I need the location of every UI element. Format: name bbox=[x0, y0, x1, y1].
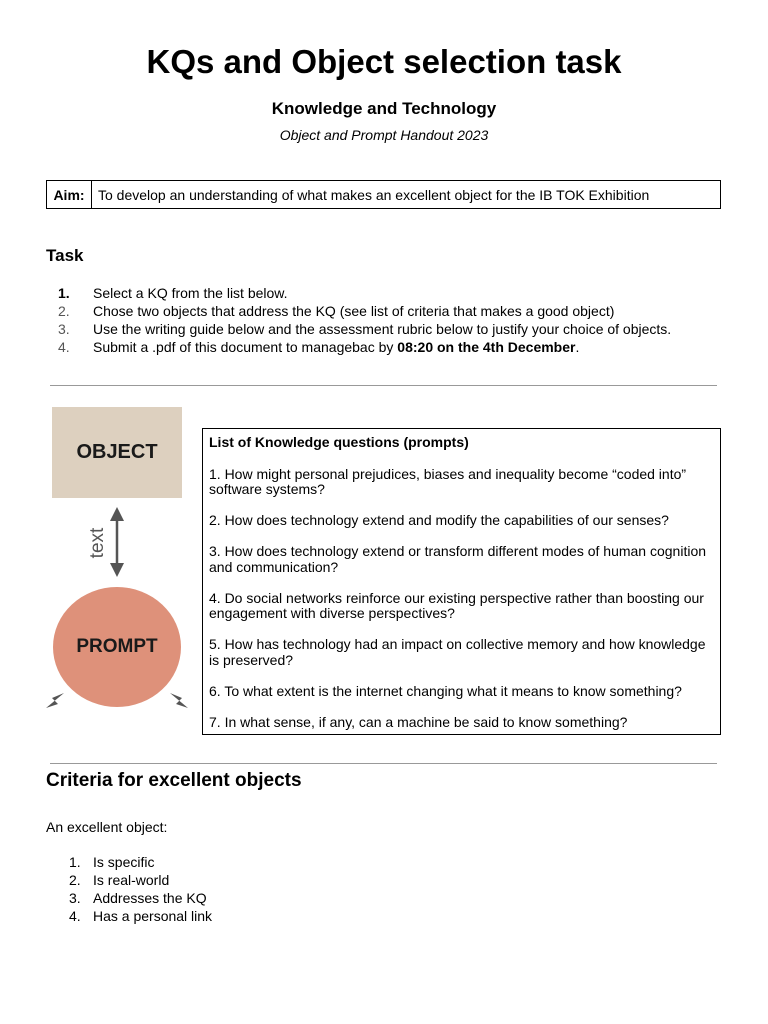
page-subtitle: Knowledge and Technology bbox=[271, 99, 497, 118]
aim-table bbox=[46, 180, 721, 209]
kq-item: 7. In what sense, if any, can a machine be said to know something? bbox=[209, 713, 628, 730]
handout-caption: Object and Prompt Handout 2023 bbox=[279, 127, 489, 143]
task-item-text: Select a KQ from the list below. bbox=[93, 285, 288, 301]
task-item-text bbox=[93, 338, 579, 356]
prompt-circle: PROMPT bbox=[53, 587, 181, 707]
page-title: KQs and Object selection task bbox=[146, 43, 622, 80]
kq-list-heading: List of Knowledge questions (prompts) bbox=[209, 434, 469, 450]
task-item-number: 4. bbox=[58, 339, 70, 355]
arrow-right-icon bbox=[168, 690, 190, 710]
task-item-text: Use the writing guide below and the assessment rubric below to justify your choice of objects. bbox=[93, 321, 672, 337]
criteria-item-text: Is specific bbox=[93, 854, 155, 870]
task-item-number: 1. bbox=[58, 285, 70, 301]
task-item-text-after: . bbox=[575, 339, 580, 355]
kq-list-box bbox=[202, 428, 721, 735]
criteria-item-text: Addresses the KQ bbox=[93, 890, 207, 906]
kq-item: 6. To what extent is the internet changing what it means to know something? bbox=[209, 682, 682, 699]
task-heading: Task bbox=[46, 246, 84, 265]
divider bbox=[50, 385, 717, 386]
task-item-number: 3. bbox=[58, 321, 70, 337]
task-item-text: Chose two objects that address the KQ (see list of criteria that makes a good object) bbox=[93, 303, 615, 319]
kq-item: 2. How does technology extend and modify the capabilities of our senses? bbox=[209, 512, 669, 528]
criteria-intro: An excellent object: bbox=[46, 819, 168, 835]
criteria-heading: Criteria for excellent objects bbox=[46, 770, 302, 791]
deadline-text: 08:20 on the 4th December bbox=[397, 339, 576, 355]
criteria-item-number: 3. bbox=[69, 890, 81, 906]
kq-item: 3. How does technology extend or transform different modes of human cognition and communication? bbox=[209, 543, 707, 575]
criteria-item-number: 1. bbox=[69, 854, 81, 870]
aim-label: Aim: bbox=[47, 181, 92, 208]
task-item-text-before: Submit a .pdf of this document to managebac by bbox=[93, 339, 398, 355]
kq-item: 4. Do social networks reinforce our existing perspective rather than boosting our engagement with diverse perspectives? bbox=[209, 589, 704, 621]
double-arrow-icon bbox=[105, 506, 129, 578]
arrow-left-icon bbox=[44, 690, 66, 710]
divider bbox=[50, 763, 717, 764]
text-label: text bbox=[87, 527, 108, 559]
criteria-item-text: Is real-world bbox=[93, 872, 170, 888]
aim-text: To develop an understanding of what makes an excellent object for the IB TOK Exhibition bbox=[98, 186, 650, 203]
object-box: OBJECT bbox=[52, 407, 182, 498]
criteria-item-text: Has a personal link bbox=[93, 908, 213, 924]
kq-item: 5. How has technology had an impact on collective memory and how knowledge is preserved? bbox=[209, 636, 706, 668]
kq-item: 1. How might personal prejudices, biases and inequality become “coded into” software systems? bbox=[209, 465, 687, 497]
task-item-number: 2. bbox=[58, 303, 70, 319]
criteria-item-number: 4. bbox=[69, 908, 81, 924]
criteria-item-number: 2. bbox=[69, 872, 81, 888]
